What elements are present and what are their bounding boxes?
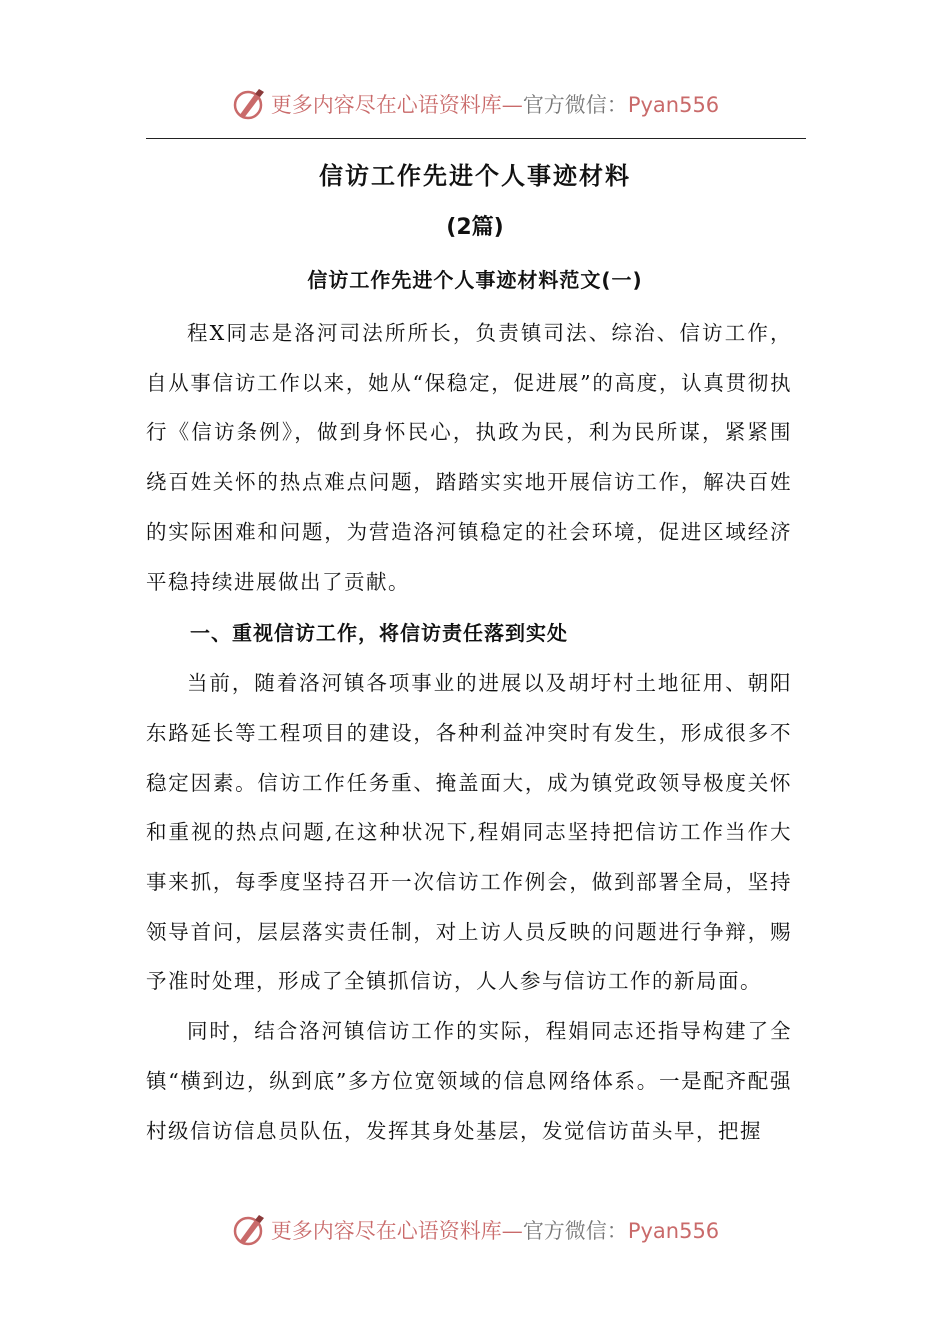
header-divider <box>146 138 806 139</box>
footer-banner <box>0 1208 950 1252</box>
banner-text: 更多内容尽在心语资料库—官方微信：Pyan556 <box>270 93 720 117</box>
paragraph: 同时，结合洛河镇信访工作的实际，程娟同志还指导构建了全镇“横到边，纵到底”多方位宽领域的信息网络体系。一是配齐配强村级信访信息员队伍，发挥其身处基层，发觉信访苗头早，把握 <box>146 1019 792 1143</box>
paragraph: 程X同志是洛河司法所所长，负责镇司法、综治、信访工作，自从事信访工作以来，她从“保稳定，促进展”的高度，认真贯彻执行《信访条例》，做到身怀民心，执政为民，利为民所谋，紧紧围绕百姓关怀的热点难点问题，踏踏实实地开展信访工作，解决百姓的实际困难和问题，为营造洛河镇稳定的社会环境，促进区域经济平稳持续进展做出了贡献。 <box>146 321 792 594</box>
document-title: 信访工作先进个人事迹材料 <box>319 162 631 190</box>
document-body <box>146 309 792 1156</box>
paragraph: 当前，随着洛河镇各项事业的进展以及胡圩村土地征用、朝阳东路延长等工程项目的建设，各种利益冲突时有发生，形成很多不稳定因素。信访工作任务重、掩盖面大，成为镇党政领导极度关怀和重视的热点问题,在这种状况下,程娟同志坚持把信访工作当作大事来抓，每季度坚持召开一次信访工作例会，做到部署全局，坚持领导首问，层层落实责任制，对上访人员反映的问题进行争辩，赐予准时处理，形成了全镇抓信访，人人参与信访工作的新局面。 <box>146 671 792 994</box>
section-heading: 一、重视信访工作，将信访责任落到实处 <box>190 621 568 646</box>
document-subtitle: (2篇) <box>446 215 504 240</box>
pen-logo-icon <box>231 1212 267 1248</box>
pen-logo-icon <box>231 86 267 122</box>
header-banner <box>0 82 950 126</box>
banner-text: 更多内容尽在心语资料库—官方微信：Pyan556 <box>270 1219 720 1243</box>
section-title: 信访工作先进个人事迹材料范文(一) <box>307 268 643 292</box>
